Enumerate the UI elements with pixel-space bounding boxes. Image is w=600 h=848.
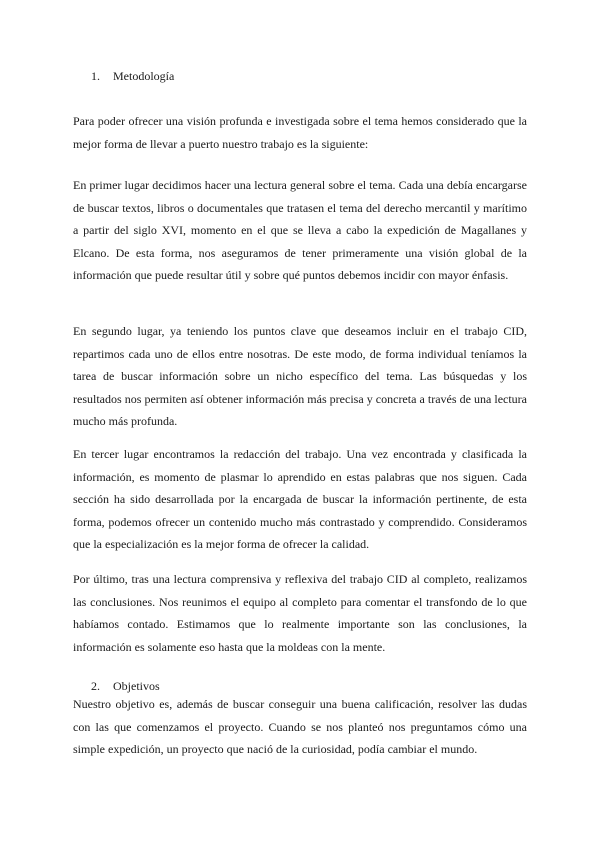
section-title: Objetivos — [113, 679, 160, 693]
paragraph-primer-lugar: En primer lugar decidimos hacer una lectura general sobre el tema. Cada una debía encargarse de buscar textos, libros o documentales que tratasen el tema del derecho mercantil y marítimo a partir del siglo XVI, momento en el que se lleva a cabo la expedición de Magallanes y Elcano. De esta forma, nos aseguramos de tener primeramente una visión global de la información que puede resultar útil y sobre qué puntos debemos incidir con mayor énfasis. — [73, 178, 527, 283]
section-number: 1. — [91, 69, 100, 83]
paragraph-por-ultimo: Por último, tras una lectura comprensiva y reflexiva del trabajo CID al completo, realizamos las conclusiones. Nos reunimos el equipo al completo para comentar el transfondo de lo que habíamos contado. Estimamos que lo realmente importante son las conclusiones, la información es solamente eso hasta que la moldeas con la mente. — [73, 572, 527, 654]
section-title: Metodología — [113, 69, 175, 83]
section-heading-objetivos — [91, 678, 160, 694]
paragraph-intro: Para poder ofrecer una visión profunda e investigada sobre el tema hemos considerado que la mejor forma de llevar a puerto nuestro trabajo es la siguiente: — [73, 114, 527, 151]
paragraph-objetivos: Nuestro objetivo es, además de buscar conseguir una buena calificación, resolver las dudas con las que comenzamos el proyecto. Cuando se nos planteó nos preguntamos cómo una simple expedición, un proyecto que nació de la curiosidad, podía cambiar el mundo. — [73, 697, 527, 757]
paragraph-segundo-lugar: En segundo lugar, ya teniendo los puntos clave que deseamos incluir en el trabajo CID, repartimos cada uno de ellos entre nosotras. De este modo, de forma individual teníamos la tarea de buscar información sobre un nicho específico del tema. Las búsquedas y los resultados nos permiten así obtener información más precisa y concreta a través de una lectura mucho más profunda. — [73, 324, 527, 429]
paragraph-tercer-lugar: En tercer lugar encontramos la redacción del trabajo. Una vez encontrada y clasificada la información, es momento de plasmar lo aprendido en estas palabras que nos siguen. Cada sección ha sido desarrollada por la encargada de buscar la información pertinente, de esta forma, podemos ofrecer un contenido mucho más contrastado y comprendido. Consideramos que la especialización es la mejor forma de ofrecer la calidad. — [73, 447, 527, 552]
section-number: 2. — [91, 679, 100, 693]
section-heading-metodologia — [91, 68, 174, 84]
